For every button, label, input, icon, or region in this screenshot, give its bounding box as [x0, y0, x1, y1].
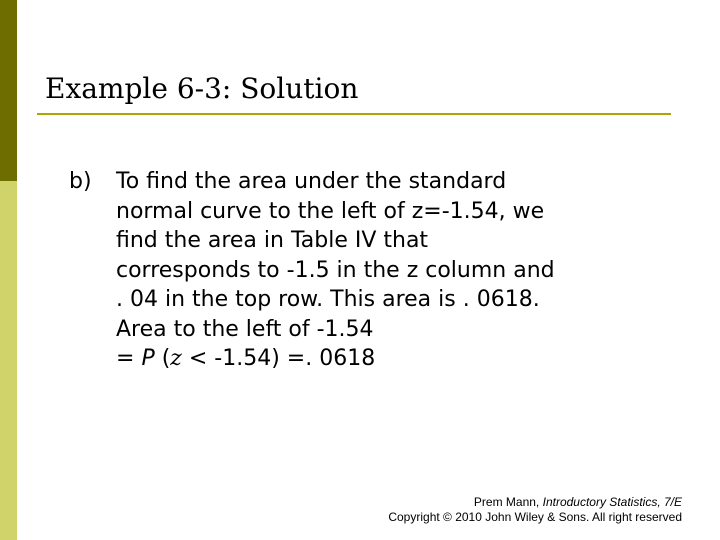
formula-open: ( — [154, 346, 171, 371]
credit-footer — [388, 495, 682, 525]
slide-title: Example 6-3: Solution — [45, 72, 359, 105]
formula-prefix: = — [116, 346, 142, 371]
title-underline — [37, 113, 671, 115]
credit-line-1 — [388, 495, 682, 510]
formula-rest: < -1.54) =. 0618 — [181, 346, 376, 371]
body-line-1: To find the area under the standard — [116, 169, 507, 194]
formula-p: P — [141, 346, 155, 371]
bullet-body — [116, 167, 706, 374]
body-line-5: . 04 in the top row. This area is . 0618. — [116, 287, 540, 312]
formula-line — [116, 344, 706, 374]
body-line-3: find the area in Table IV that — [116, 228, 429, 253]
sidebar-accent-dark — [0, 0, 17, 181]
bullet-marker: b) — [69, 169, 92, 194]
sidebar-accent-light — [0, 181, 17, 540]
body-line-2: normal curve to the left of z=-1.54, we — [116, 198, 545, 224]
formula-z: z — [170, 346, 182, 371]
body-line-6: Area to the left of -1.54 — [116, 316, 374, 342]
body-line-4: corresponds to -1.5 in the z column and — [116, 257, 555, 283]
credit-book: Introductory Statistics, 7/E — [542, 495, 682, 509]
credit-copyright: Copyright © 2010 John Wiley & Sons. All right reserved — [388, 510, 682, 524]
credit-author: Prem Mann, — [473, 495, 543, 509]
